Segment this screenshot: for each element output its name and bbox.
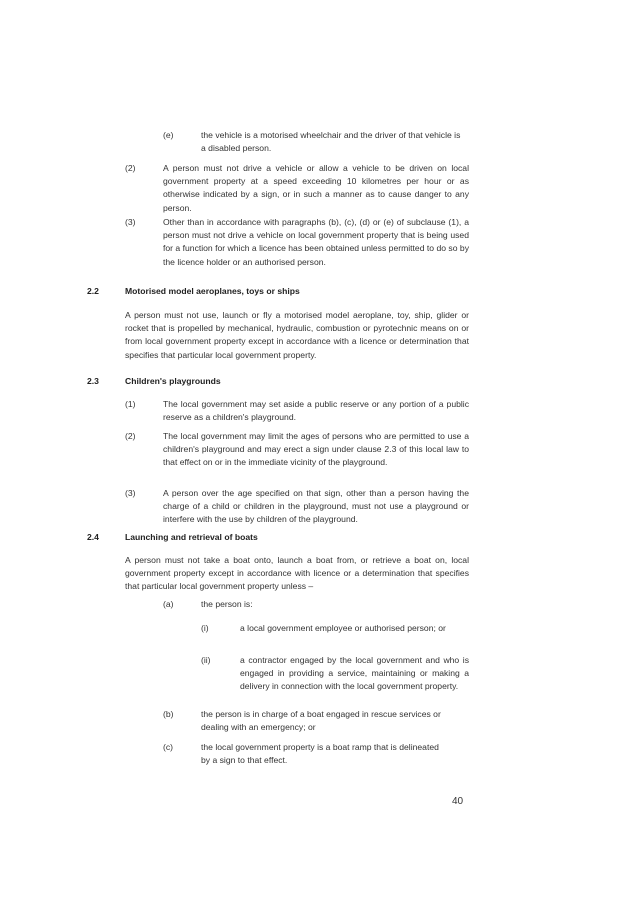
clause-text: A person must not drive a vehicle or allow a vehicle to be driven on local government property at a speed exceeding 10 kilometres per hour or as otherwise indicated by a sign, or in such a manner as to cause danger to any person. bbox=[163, 163, 469, 213]
clause-label: (e) bbox=[163, 130, 174, 140]
clause-label: (c) bbox=[163, 742, 174, 752]
clause-text: the vehicle is a motorised wheelchair and the driver of that vehicle is a disabled person. bbox=[201, 130, 461, 154]
subclause-text: a local government employee or authorised person; or bbox=[240, 623, 446, 633]
clause-label: (2) bbox=[125, 163, 136, 173]
section-number: 2.3 bbox=[87, 376, 99, 386]
section-number: 2.4 bbox=[87, 532, 99, 542]
clause-text: the person is in charge of a boat engaged in rescue services or dealing with an emergency; or bbox=[201, 709, 441, 733]
subclause-label: (ii) bbox=[201, 655, 211, 665]
clause-text: The local government may limit the ages of persons who are permitted to use a children's playground and may erect a sign under clause 2.3 of this local law to that effect on or in the immediate vicinity of the playground. bbox=[163, 431, 469, 468]
clause-label: (3) bbox=[125, 488, 136, 498]
clause-label: (b) bbox=[163, 709, 174, 719]
clause-label: (1) bbox=[125, 399, 136, 409]
clause-text: A person over the age specified on that sign, other than a person having the charge of a child or children in the playground, must not use a playground or interfere with the use by children of the playground. bbox=[163, 488, 469, 525]
clause-label: (a) bbox=[163, 599, 174, 609]
page-number: 40 bbox=[452, 796, 464, 807]
section-heading: Children's playgrounds bbox=[125, 376, 221, 386]
section-paragraph: A person must not take a boat onto, launch a boat from, or retrieve a boat on, local government property except in accordance with licence or a determination that specifies that particular local government property unless – bbox=[125, 555, 469, 592]
section-paragraph: A person must not use, launch or fly a motorised model aeroplane, toy, ship, glider or rocket that is propelled by mechanical, hydraulic, combustion or pyrotechnic means on or from local government property except in accordance with a licence or determination that specifies that particular local government property. bbox=[125, 310, 469, 360]
section-heading: Motorised model aeroplanes, toys or ships bbox=[125, 286, 300, 296]
section-number: 2.2 bbox=[87, 286, 99, 296]
section-heading: Launching and retrieval of boats bbox=[125, 532, 258, 542]
subclause-text: a contractor engaged by the local government and who is engaged in providing a service, maintaining or making a delivery in connection with the local government property. bbox=[240, 655, 469, 692]
clause-label: (3) bbox=[125, 217, 136, 227]
clause-label: (2) bbox=[125, 431, 136, 441]
subclause-label: (i) bbox=[201, 623, 209, 633]
clause-text: The local government may set aside a public reserve or any portion of a public reserve as a children's playground. bbox=[163, 399, 469, 423]
clause-text: the local government property is a boat ramp that is delineated by a sign to that effect. bbox=[201, 742, 439, 766]
clause-text: the person is: bbox=[201, 599, 253, 609]
clause-text: Other than in accordance with paragraphs (b), (c), (d) or (e) of subclause (1), a person must not drive a vehicle on local government property that is being used for a function for which a licence has been obtained unless permitted to do so by the licence holder or an authorised person. bbox=[163, 217, 469, 267]
